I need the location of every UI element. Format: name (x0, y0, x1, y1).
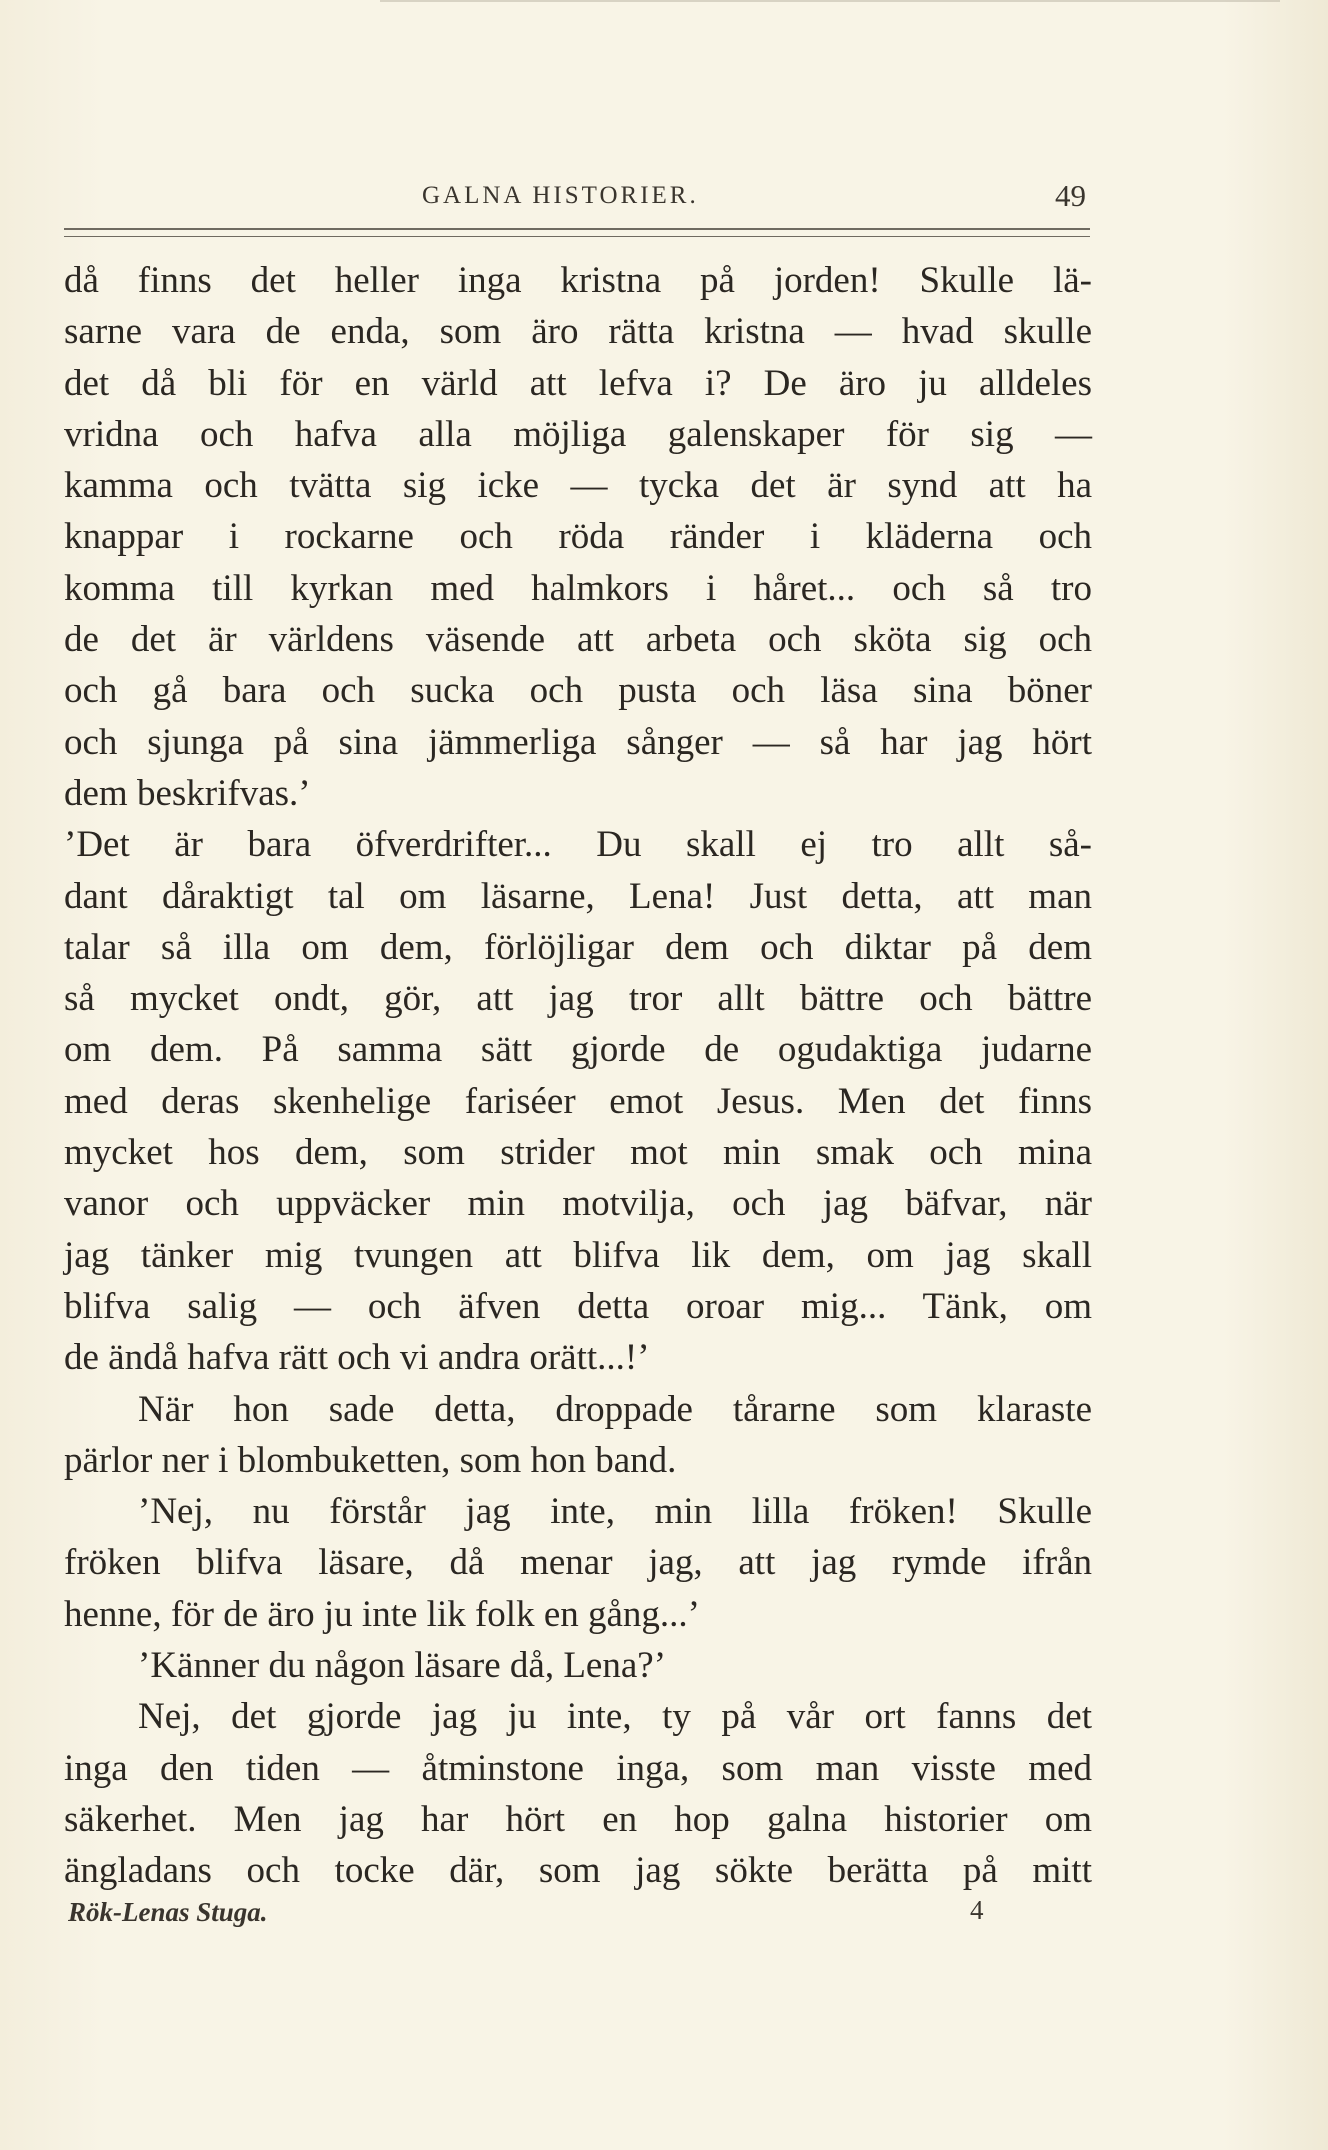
text-line: med deras skenhelige fariséer emot Jesus. Men det finns (64, 1080, 1092, 1122)
text-line: jag tänker mig tvungen att blifva lik dem, om jag skall (64, 1234, 1092, 1276)
text-line: pärlor ner i blombuketten, som hon band. (64, 1439, 677, 1481)
running-title: GALNA HISTORIER. (422, 182, 699, 209)
text-line: komma till kyrkan med halmkors i håret... och så tro (64, 567, 1092, 609)
page-footer (64, 1895, 1090, 1935)
body-text (64, 255, 1092, 1897)
text-line: kamma och tvätta sig icke — tycka det är synd att ha (64, 465, 1092, 507)
text-line: då finns det heller inga kristna på jorden! Skulle lä- (64, 260, 1092, 301)
header-rule-thin (64, 236, 1090, 237)
header-rule (64, 228, 1090, 230)
text-line: sarne vara de enda, som äro rätta kristna — hvad skulle (64, 311, 1092, 353)
text-line: ’Nej, nu förstår jag inte, min lilla fröken! Skulle (138, 1491, 1092, 1533)
text-line: ’Det är bara öfverdrifter... Du skall ej tro allt så- (64, 824, 1092, 866)
text-line: talar så illa om dem, förlöjligar dem och diktar på dem (64, 926, 1092, 968)
signature-mark: 4 (970, 1895, 984, 1925)
text-line: vridna och hafva alla möjliga galenskaper för sig — (64, 413, 1092, 455)
text-line: det då bli för en värld att lefva i? De äro ju alldeles (64, 362, 1092, 404)
text-line: Nej, det gjorde jag ju inte, ty på vår ort fanns det (138, 1696, 1092, 1738)
text-line: dant dåraktigt tal om läsarne, Lena! Just detta, att man (64, 875, 1092, 917)
text-line: ’Känner du någon läsare då, Lena?’ (138, 1645, 667, 1687)
text-line: När hon sade detta, droppade tårarne som klaraste (138, 1388, 1092, 1430)
text-line: änglаdans och tocke där, som jag sökte berätta på mitt (64, 1850, 1092, 1892)
text-line: henne, för de äro ju inte lik folk en gång...’ (64, 1593, 700, 1635)
page-header (64, 178, 1090, 222)
text-line: de ändå hafva rätt och vi andra orätt...!’ (64, 1337, 650, 1379)
page-number: 49 (1055, 178, 1086, 213)
text-line: blifva salig — och äfven detta oroar mig... Tänk, om (64, 1285, 1092, 1327)
text-line: fröken blifva läsare, då menar jag, att jag rymde ifrån (64, 1542, 1092, 1584)
page-top-edge (380, 0, 1280, 5)
text-line: om dem. På samma sätt gjorde de ogudaktiga judarne (64, 1029, 1092, 1071)
text-line: inga den tiden — åtminstone inga, som man visste med (64, 1747, 1092, 1789)
text-line: mycket hos dem, som strider mot min smak och mina (64, 1132, 1092, 1174)
text-line: så mycket ondt, gör, att jag tror allt bättre och bättre (64, 978, 1092, 1020)
text-line: säkerhet. Men jag har hört en hop galna historier om (64, 1798, 1092, 1840)
text-line: och sjunga på sina jämmerliga sånger — så har jag hört (64, 721, 1092, 763)
text-line: och gå bara och sucka och pusta och läsa sina böner (64, 670, 1092, 712)
book-title: Rök-Lenas Stuga. (68, 1897, 268, 1927)
text-line: de det är världens väsende att arbeta och sköta sig och (64, 619, 1092, 661)
text-line: dem beskrifvas.’ (64, 772, 311, 814)
text-line: vanor och uppväcker min motvilja, och jag bäfvar, när (64, 1183, 1092, 1225)
text-line: knappar i rockarne och röda ränder i kläderna och (64, 516, 1092, 558)
